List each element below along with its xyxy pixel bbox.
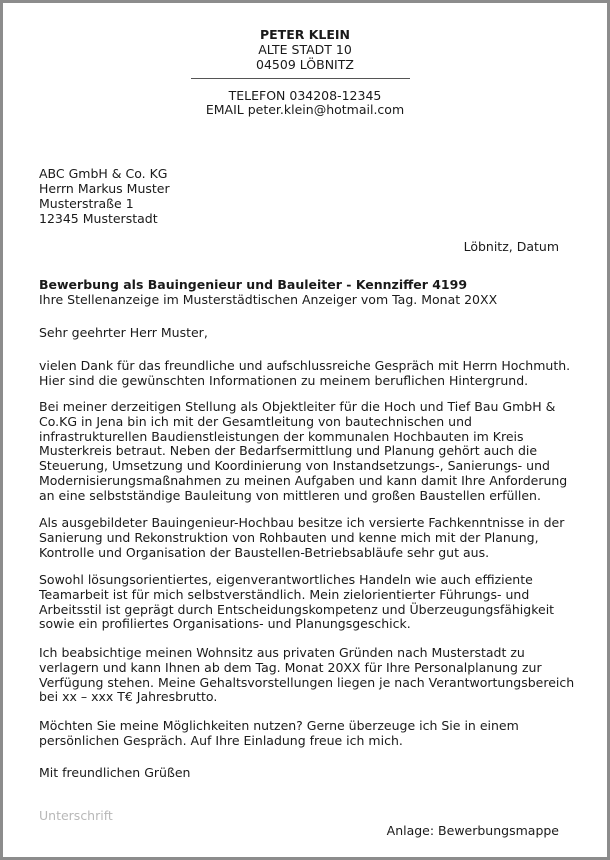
paragraph-line: Musterkreis betraut. Neben der Bedarfsermittlung und Planung gehört auch die [39,443,538,459]
paragraph-line: Ich beabsichtige meinen Wohnsitz aus privaten Gründen nach Musterstadt zu [39,645,525,660]
paragraph-line: Verfügung stehen. Meine Gehaltsvorstellungen liegen je nach Verantwortungsbereich [39,674,575,690]
letter-page [3,3,607,857]
paragraph-line: Kontrolle und Organisation der Baustellen-Betriebsabläufe sehr gut aus. [39,544,490,560]
paragraph [39,646,574,705]
paragraph-line: vielen Dank für das freundliche und aufschlussreiche Gespräch mit Herrn Hochmuth. [39,358,571,373]
paragraph-line: infrastrukturellen Baudienstleistungen der kommunalen Hochbauten im Kreis [39,428,524,444]
recipient-street: Musterstraße 1 [39,196,134,211]
recipient-company: ABC GmbH & Co. KG [39,166,168,181]
paragraph-line: Modernisierungsmaßnahmen zu meinen Aufgaben und kann damit Ihre Anforderung [39,472,568,488]
paragraph-line: Sanierung und Rekonstruktion von Rohbauten und kenne mich mit der Planung, [39,529,539,545]
paragraph-line: Als ausgebildeter Bauingenieur-Hochbau besitze ich versierte Fachkenntnisse in der [39,515,565,530]
header-divider [191,78,410,79]
paragraph [39,516,564,560]
paragraph-line: verlagern und kann Ihnen ab dem Tag. Monat 20XX für Ihre Personalplanung zur [39,659,542,675]
paragraph-line: bei xx – xxx T€ Jahresbrutto. [39,689,218,705]
subject-line: Bewerbung als Bauingenieur und Bauleiter - Kennziffer 4199 [39,277,468,292]
paragraph-line: persönlichen Gespräch. Auf Ihre Einladung freue ich mich. [39,732,403,748]
subject-reference: Ihre Stellenanzeige im Musterstädtischen Anzeiger vom Tag. Monat 20XX [39,292,498,307]
paragraph [39,400,567,504]
sender-street: ALTE STADT 10 [258,42,352,57]
paragraph-line: Arbeitsstil ist geprägt durch Entscheidungskompetenz und Überzeugungsfähigkeit [39,601,555,617]
sender-phone: TELEFON 034208-12345 [228,88,382,103]
recipient-contact: Herrn Markus Muster [39,181,170,196]
paragraph-line: Steuerung, Umsetzung und Koordinierung von Instandsetzungs-, Sanierungs- und [39,458,550,474]
paragraph-line: Hier sind die gewünschten Informationen zu meinem beruflichen Hintergrund. [39,372,529,388]
paragraph-line: Co.KG in Jena bin ich mit der Gesamtleitung von bautechnischen und [39,413,472,429]
recipient-city: 12345 Musterstadt [39,211,158,226]
paragraph-line: Sowohl lösungsorientiertes, eigenverantwortliches Handeln wie auch effiziente [39,572,533,587]
paragraph-line: sowie ein profiliertes Organisations- und Planungsgeschick. [39,616,411,632]
paragraph-line: an eine selbstständige Bauleitung von mittleren und großen Baustellen erfüllen. [39,487,541,503]
paragraph-line: Teamarbeit ist für mich selbstverständlich. Mein zielorientierter Führungs- und [39,586,530,602]
sender-name: PETER KLEIN [259,27,351,42]
attachment-note: Anlage: Bewerbungsmappe [386,823,559,838]
paragraph [39,359,570,389]
paragraph [39,719,519,749]
place-date: Löbnitz, Datum [463,239,559,254]
paragraph [39,573,554,632]
salutation: Sehr geehrter Herr Muster, [39,325,208,340]
sender-city: 04509 LÖBNITZ [256,57,354,72]
paragraph-line: Möchten Sie meine Möglichkeiten nutzen? Gerne überzeuge ich Sie in einem [39,718,519,733]
closing: Mit freundlichen Grüßen [39,765,191,780]
signature-placeholder: Unterschrift [39,808,113,823]
sender-email: EMAIL peter.klein@hotmail.com [205,102,405,117]
paragraph-line: Bei meiner derzeitigen Stellung als Objektleiter für die Hoch und Tief Bau GmbH & [39,399,556,414]
